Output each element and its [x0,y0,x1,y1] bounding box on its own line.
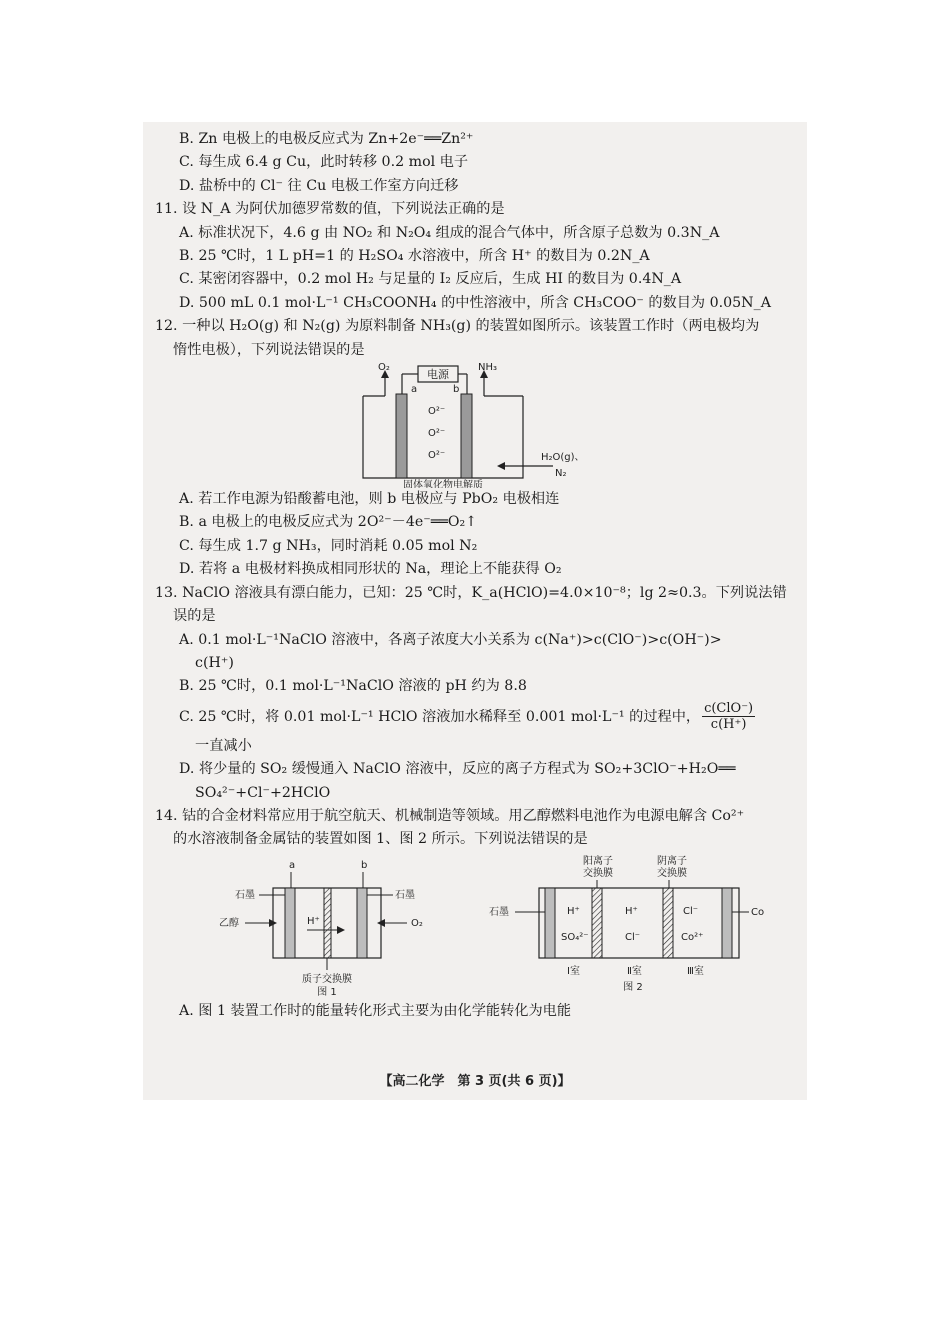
q14-option-a: A. 图 1 装置工作时的能量转化形式主要为由化学能转化为电能 [179,1002,572,1019]
room-2-ion: Cl⁻ [625,931,641,943]
electrode-a [396,394,407,478]
q13-option-d-line2: SO₄²⁻+Cl⁻+2HClO [195,784,331,801]
cobalt-electrode [722,888,732,958]
room-1-label: Ⅰ室 [567,965,580,977]
fuel-cell-and-electrolysis-diagrams [173,852,793,1000]
room-1-ion: H⁺ [567,905,580,917]
cation-membrane-label: 阳离子 [583,855,613,867]
exam-content [155,128,793,1023]
electrolysis-diagram [173,362,793,488]
ratio-denominator: c(H⁺) [710,717,747,733]
figure-2-caption: 图 2 [623,981,643,993]
room-1-ion: SO₄²⁻ [561,931,589,943]
electrolyzer-body [539,888,739,958]
room-3-label: Ⅲ室 [687,965,704,977]
ethanol-label: 乙醇 [219,917,239,929]
anion-exchange-membrane [663,888,673,958]
q12-option-a: A. 若工作电源为铅酸蓄电池，则 b 电极应与 PbO₂ 电极相连 [179,491,560,508]
nh3-label: NH₃ [478,362,498,374]
room-3-ion: Cl⁻ [683,905,699,917]
graphite-label: 石墨 [489,906,509,918]
q14-figures [173,852,793,1000]
q12-stem-line2: 惰性电极），下列说法错误的是 [173,341,365,358]
q12-option-c: C. 每生成 1.7 g NH₃，同时消耗 0.05 mol N₂ [179,537,478,554]
q12-option-d: D. 若将 a 电极材料换成相同形状的 Na，理论上不能获得 O₂ [179,561,562,578]
membrane-label: 质子交换膜 [302,973,352,985]
anion-membrane-label: 阴离子 [657,855,687,867]
graphite-right-label: 石墨 [395,889,415,901]
anion-membrane-label: 交换膜 [657,867,687,879]
graphite-right [357,888,367,958]
q11-option-a: A. 标准状况下，4.6 g 由 NO₂ 和 N₂O₄ 组成的混合气体中，所含原子总数为 0.3N_A [179,224,720,241]
electrode-b [461,394,472,478]
hplus-label: H⁺ [307,915,320,927]
q11-option-b: B. 25 ℃时，1 L pH=1 的 H₂SO₄ 水溶液中，所含 H⁺ 的数目为 0.2N_A [179,248,650,265]
room-2-ion: H⁺ [625,905,638,917]
q13-option-c-line2: 一直减小 [195,737,252,754]
electrode-b-label: b [453,384,460,396]
ion-label: O²⁻ [428,406,446,418]
co-label: Co [751,906,765,918]
ratio-numerator: c(ClO⁻) [704,701,754,717]
q10-option-c: C. 每生成 6.4 g Cu，此时转移 0.2 mol 电子 [179,154,469,171]
cation-membrane-label: 交换膜 [583,867,613,879]
q12-option-b: B. a 电极上的电极反应式为 2O²⁻－4e⁻══O₂↑ [179,514,478,531]
room-2-label: Ⅱ室 [627,965,642,977]
o2-label: O₂ [411,917,423,929]
q14-stem-line2: 的水溶液制备金属钴的装置如图 1、图 2 所示。下列说法错误的是 [173,831,588,848]
room-3-ion: Co²⁺ [681,931,704,943]
q13-stem-line2: 误的是 [173,608,216,625]
o2-label: O₂ [378,362,390,374]
power-label: 电源 [427,368,449,382]
q13-stem-line1: 13. NaClO 溶液具有漂白能力，已知：25 ℃时，K_a(HClO)=4.0×10⁻⁸；lg 2≈0.3。下列说法错 [155,584,787,601]
terminal-a-label: a [289,859,296,871]
figure-2 [489,854,764,993]
q13-option-a-line1: A. 0.1 mol·L⁻¹NaClO 溶液中，各离子浓度大小关系为 c(Na⁺)>c(ClO⁻)>c(OH⁻)> [179,631,722,648]
q11-option-d: D. 500 mL 0.1 mol·L⁻¹ CH₃COONH₄ 的中性溶液中，所含 CH₃COO⁻ 的数目为 0.05N_A [179,294,771,311]
q14-stem-line1: 14. 钴的合金材料常应用于航空航天、机械制造等领域。用乙醇燃料电池作为电源电解含 Co²⁺ [155,807,745,824]
feed-label: H₂O(g)、 [541,452,585,464]
electrode-a-label: a [411,384,418,396]
q12-stem-line1: 12. 一种以 H₂O(g) 和 N₂(g) 为原料制备 NH₃(g) 的装置如图所示。该装置工作时（两电极均为 [155,318,760,335]
q11-stem: 11. 设 N_A 为阿伏加德罗常数的值，下列说法正确的是 [155,201,505,218]
q13-option-d-line1: D. 将少量的 SO₂ 缓慢通入 NaClO 溶液中，反应的离子方程式为 SO₂+3ClO⁻+H₂O══ [179,761,736,778]
q11-option-c: C. 某密闭容器中，0.2 mol H₂ 与足量的 I₂ 反应后，生成 HI 的数目为 0.4N_A [179,271,682,288]
graphite-electrode [545,888,555,958]
graphite-left-label: 石墨 [235,889,255,901]
figure-1-caption: 图 1 [317,986,337,998]
terminal-b-label: b [361,859,368,871]
feed-label: N₂ [555,468,567,480]
ion-label: O²⁻ [428,428,446,440]
q10-option-b: B. Zn 电极上的电极反应式为 Zn+2e⁻══Zn²⁺ [179,131,474,147]
page-footer: 【高二化学 第 3 页(共 6 页)】 [379,1074,571,1089]
proton-membrane [324,888,331,958]
q12-figure [173,362,793,488]
q13-option-a-line2: c(H⁺) [195,654,234,671]
q13-option-c-text: C. 25 ℃时，将 0.01 mol·L⁻¹ HClO 溶液加水稀释至 0.001 mol·L⁻¹ 的过程中， [179,708,701,725]
ion-label: O²⁻ [428,450,446,462]
q13-option-c-line1 [173,699,793,735]
cation-exchange-membrane [592,888,602,958]
graphite-left [285,888,295,958]
concentration-ratio [702,701,755,732]
figure-1 [219,860,423,998]
q10-option-d: D. 盐桥中的 Cl⁻ 往 Cu 电极工作室方向迁移 [179,177,459,194]
q13-option-b: B. 25 ℃时，0.1 mol·L⁻¹NaClO 溶液的 pH 约为 8.8 [179,678,527,695]
figure-caption: 固体氧化物电解质 [403,480,483,489]
